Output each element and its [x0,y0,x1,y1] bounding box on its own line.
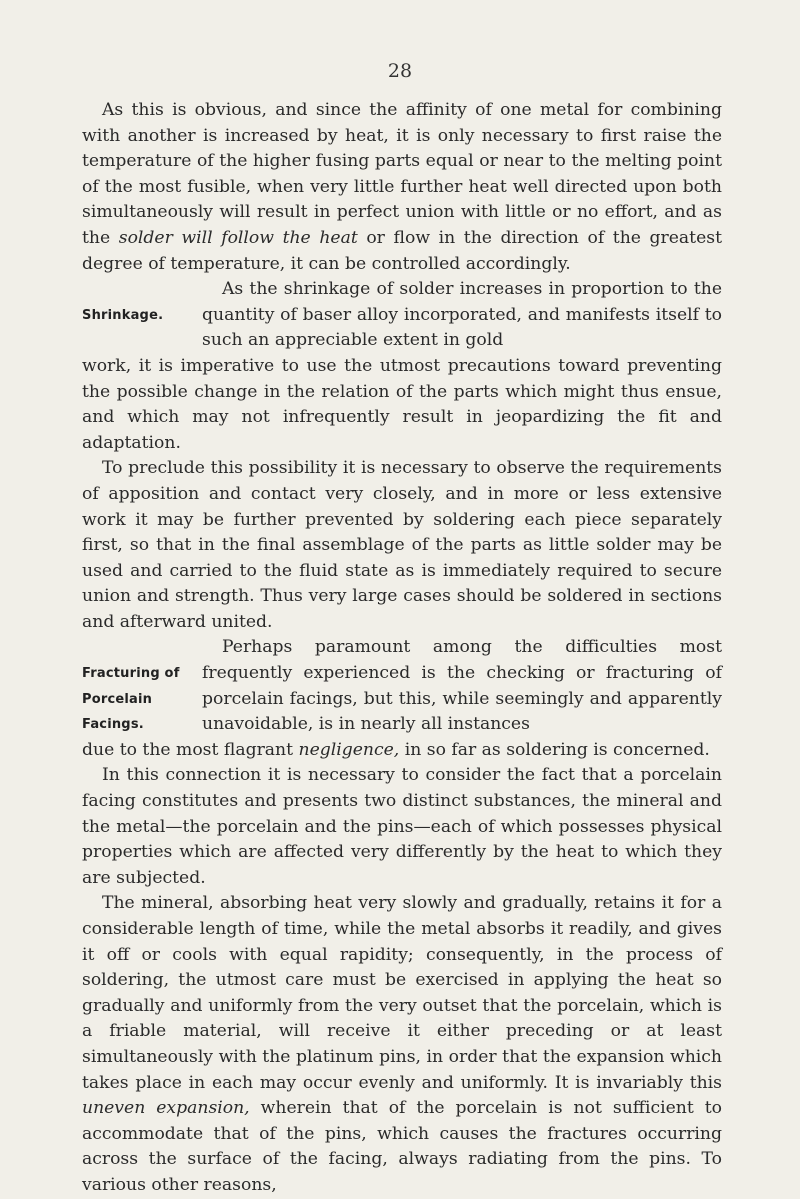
italic-phrase: uneven expansion, [82,1098,250,1119]
body-text [82,98,722,1199]
fracturing-lead: Perhaps paramount among the difficulties most frequently experienced is the checking or fracturing of porcelain facings, but this, while seemingly and apparently unavoidable, is in nearly all instances [202,637,722,735]
fracturing-section [82,635,722,737]
margin-note-shrinkage: Shrinkage. [82,307,164,323]
paragraph-mineral: The mineral, absorbing heat very slowly and gradually, retains it for a considerable length of time, while the metal absorbs it readily, and gives it off or cools with equal rapidity; consequently, in the process of soldering, the utmost care must be exercised in applying the heat so gradually and uniformly from the very outset that the porcelain, which is a friable material, will receive it either preceding or at least simultaneously with the platinum pins, in order that the expansion which takes place in each may occur evenly and uniformly. It is invariably this uneven expansion, wherein that of the porcelain is not sufficient to accommodate that of the pins, which causes the fractures occurring across the surface of the facing, always radiating from the pins. To various other reasons, [82,893,722,1195]
shrinkage-lead: As the shrinkage of solder increases in proportion to the quantity of baser alloy incorporated, and manifests itself to such an appreciable extent in gold [202,279,722,351]
paragraph-affinity [82,98,722,277]
paragraph-text: As this is obvious, and since the affinity of one metal for combining with another is increased by heat, it is only necessary to first raise the temperature of the higher fusing parts equal or near to the melting point of the most fusible, when very little further heat well directed upon both simultaneously will result in perfect union with little or no effort, and as the [82,100,722,248]
paragraph-fracturing-continued: due to the most flagrant negligence, in so far as soldering is concerned. [82,739,710,760]
paragraph-connection: In this connection it is necessary to consider the fact that a porcelain facing constitutes and presents two distinct substances, the mineral and the metal—the porcelain and the pins—each of which possesses physical properties which are affected very differently by the heat to which they are subjected. [82,765,722,888]
margin-note-fracturing: Fracturing of Porcelain Facings. [82,666,180,733]
paragraph-shrinkage-continued: work, it is imperative to use the utmost precautions toward preventing the possible change in the relation of the parts which might thus ensue, and which may not infrequently result in jeopardizing the fit and adaptation. [82,355,722,453]
paragraph-preclude: To preclude this possibility it is necessary to observe the requirements of apposition and contact very closely, and in more or less extensive work it may be further prevented by soldering each piece separately first, so that in the final assemblage of the parts as little solder may be used and carried to the fluid state as is immediately required to secure union and strength. Thus very large cases should be soldered in sections and afterward united. [82,458,722,632]
shrinkage-section [82,277,722,354]
italic-phrase: negligence, [298,739,400,760]
italic-phrase: solder will follow the heat [118,227,358,248]
paragraph-text: or flow in the direction of the greatest degree of temperature, it can be controlled accordingly. [82,227,722,274]
page-number: 28 [387,60,413,82]
